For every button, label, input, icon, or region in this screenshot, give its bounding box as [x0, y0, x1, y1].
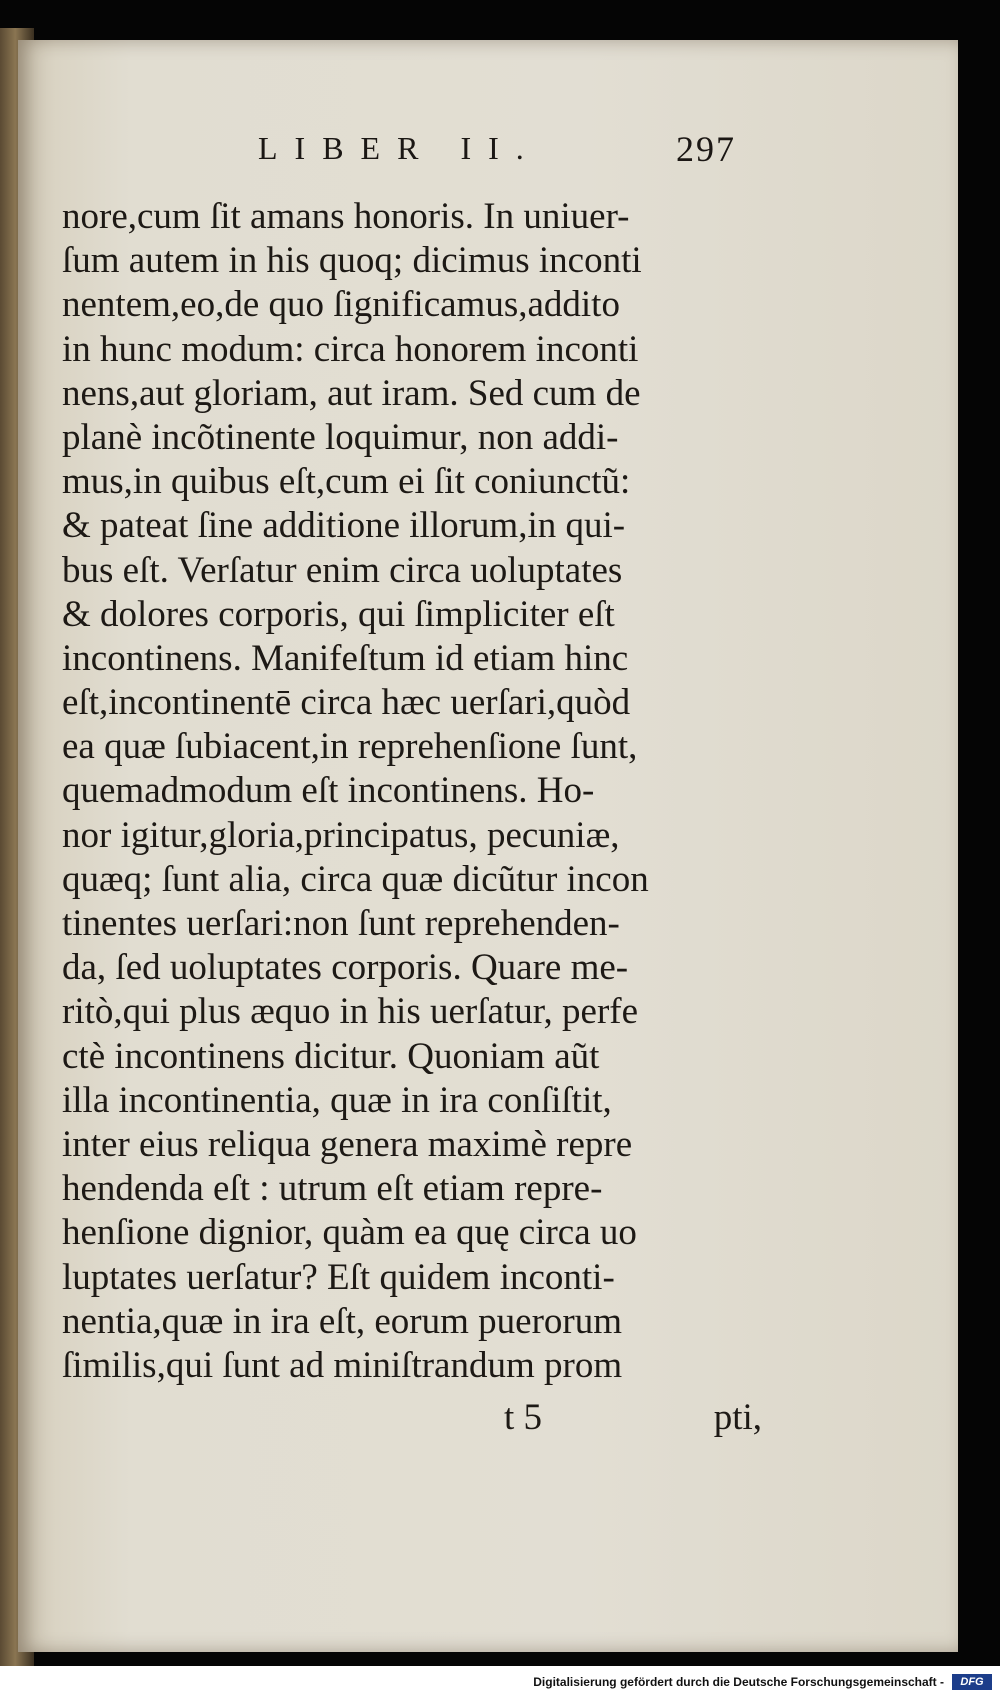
text-line: henſione dignior, quàm ea quę circa uo — [62, 1212, 637, 1254]
text-line: ctè incontinens dicitur. Quoniam aũt — [62, 1035, 600, 1077]
page-foot — [62, 1396, 762, 1446]
digitization-note: Digitalisierung gefördert durch die Deutsche Forschungsgemeinschaft - — [533, 1675, 944, 1689]
text-line: ſum autem in his quoq; dicimus inconti — [62, 240, 642, 282]
text-line: incontinens. Manifeſtum id etiam hinc — [62, 637, 629, 679]
text-line: inter eius reliqua genera maximè repre — [62, 1123, 633, 1165]
dfg-logo-icon: DFG — [952, 1674, 992, 1690]
text-line: tinentes uerſari:non ſunt reprehenden- — [62, 903, 620, 944]
text-line: nore,cum ſit amans honoris. In uniuer- — [62, 196, 630, 237]
text-line: eſt,incontinentē circa hæc uerſari,quòd — [62, 682, 631, 724]
text-line: nens,aut gloriam, aut iram. Sed cum de — [62, 372, 641, 414]
page-number: 297 — [676, 129, 736, 169]
text-line: planè incõtinente loquimur, non addi- — [62, 416, 619, 458]
text-line: nentem,eo,de quo ſignificamus,addito — [62, 284, 620, 326]
text-line: hendenda eſt : utrum eſt etiam repre- — [62, 1168, 603, 1210]
text-line: & pateat ſine additione illorum,in qui- — [62, 505, 626, 547]
running-head: LIBER II. — [258, 130, 541, 166]
book-page — [18, 40, 958, 1652]
page-header — [248, 120, 736, 190]
text-line: luptates uerſatur? Eſt quidem inconti- — [62, 1256, 615, 1298]
text-line: da, ſed uoluptates corporis. Quare me- — [62, 947, 629, 989]
text-line: ritò,qui plus æquo in his uerſatur, perfe — [62, 991, 639, 1033]
digitization-footer — [0, 1666, 1000, 1696]
text-line: ſimilis,qui ſunt ad miniſtrandum prom — [62, 1344, 623, 1386]
text-line: & dolores corporis, qui ſimpliciter eſt — [62, 593, 615, 635]
body-text — [62, 195, 762, 1388]
text-line: mus,in quibus eſt,cum ei ſit coniunctũ: — [62, 461, 631, 503]
text-line: bus eſt. Verſatur enim circa uoluptates — [62, 549, 623, 591]
text-line: nentia,quæ in ira eſt, eorum puerorum — [62, 1300, 622, 1342]
signature-mark: t 5 — [504, 1397, 543, 1438]
text-line: in hunc modum: circa honorem inconti — [62, 328, 639, 370]
text-line: quæq; ſunt alia, circa quæ dicũtur incon — [62, 858, 649, 900]
text-line: quemadmodum eſt incontinens. Ho- — [62, 770, 595, 812]
text-line: illa incontinentia, quæ in ira conſiſtit, — [62, 1079, 612, 1121]
text-line: ea quæ ſubiacent,in reprehenſione ſunt, — [62, 726, 638, 768]
catchword: pti, — [713, 1397, 762, 1438]
text-line: nor igitur,gloria,principatus, pecuniæ, — [62, 814, 620, 856]
